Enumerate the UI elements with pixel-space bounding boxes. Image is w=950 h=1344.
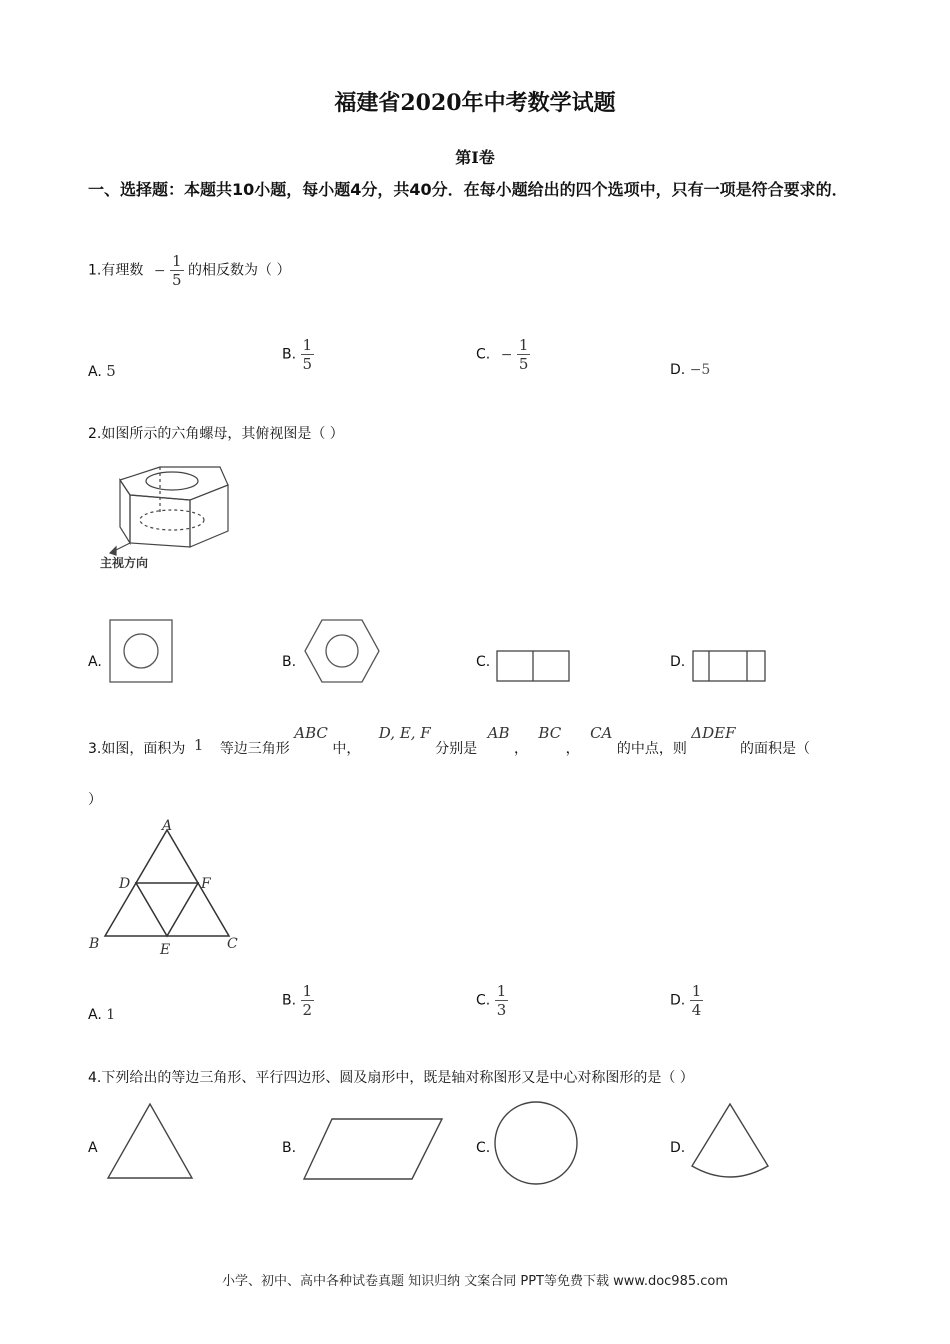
q3-label-e: E [160, 942, 171, 958]
q3-option-a[interactable]: A. 1 [88, 1007, 116, 1023]
q3-label-a: A [162, 818, 173, 834]
q2-option-c-two-rectangles-icon [496, 650, 572, 684]
question-3: 3.如图，面积为 1 等边三角形 ABC 中， D, E, F 分别是 AB ， BC ， CA 的中点，则 ΔDEF 的面积是（ [88, 724, 810, 757]
q3-triangle-figure [85, 818, 250, 958]
section-instructions: 一、选择题：本题共10小题，每小题4分，共40分．在每小题给出的四个选项中，只有一项是符合要求的． [88, 180, 848, 199]
q2-figure-caption: 主视方向 [100, 556, 149, 570]
q4-option-a[interactable]: A [88, 1140, 98, 1156]
q3-label-b: B [89, 936, 100, 952]
page-footer: 小学、初中、高中各种试卷真题 知识归纳 文案合同 PPT等免费下载 www.doc985.com [221, 1274, 729, 1289]
volume-heading: 第Ⅰ卷 [455, 148, 495, 167]
page-title: 福建省2020年中考数学试题 [334, 90, 616, 116]
q4-option-b[interactable]: B. [282, 1140, 297, 1156]
q3-option-c[interactable]: C. $\frac{1}{3}$ [476, 982, 507, 1019]
q2-option-d-three-rectangles-icon [692, 650, 768, 684]
q3-closing-paren: ） [88, 792, 102, 808]
q1-option-a[interactable]: A. 5 [88, 362, 116, 380]
q1-option-c[interactable]: C. − $\frac{1}{5}$ [476, 336, 529, 373]
q4-option-d[interactable]: D. [670, 1140, 686, 1156]
q2-option-d[interactable]: D. [670, 654, 686, 670]
q1-option-d[interactable]: D. −5 [670, 362, 711, 378]
q3-option-d[interactable]: D. $\frac{1}{4}$ [670, 982, 702, 1019]
q1-fraction: $\frac{1}{5}$ [172, 252, 182, 289]
q4-option-d-sector-icon [688, 1102, 772, 1182]
q3-label-d: D [119, 876, 131, 892]
question-4: 4.下列给出的等边三角形、平行四边形、圆及扇形中，既是轴对称图形又是中心对称图形的是（ ） [88, 1070, 694, 1086]
q4-option-a-triangle-icon [106, 1102, 194, 1180]
q3-label-f: F [201, 876, 211, 892]
q3-option-b[interactable]: B. $\frac{1}{2}$ [282, 982, 313, 1019]
q2-option-b-hexagon-circle-icon [302, 618, 382, 684]
q3-label-c: C [227, 936, 238, 952]
q1-option-b[interactable]: B. $\frac{1}{5}$ [282, 336, 313, 373]
q1-suffix: 的相反数为（ ） [188, 262, 291, 279]
q1-minus: − [153, 262, 166, 279]
q1-prefix: 1.有理数 [88, 262, 144, 279]
question-2: 2.如图所示的六角螺母，其俯视图是（ ） [88, 426, 344, 442]
q4-option-c-circle-icon [492, 1099, 580, 1187]
q2-option-a[interactable]: A. [88, 654, 102, 670]
q4-option-b-parallelogram-icon [302, 1117, 444, 1181]
q2-option-a-square-circle-icon [108, 618, 174, 684]
q4-option-c[interactable]: C. [476, 1140, 491, 1156]
question-1 [88, 252, 290, 289]
q2-option-c[interactable]: C. [476, 654, 491, 670]
q2-option-b[interactable]: B. [282, 654, 297, 670]
